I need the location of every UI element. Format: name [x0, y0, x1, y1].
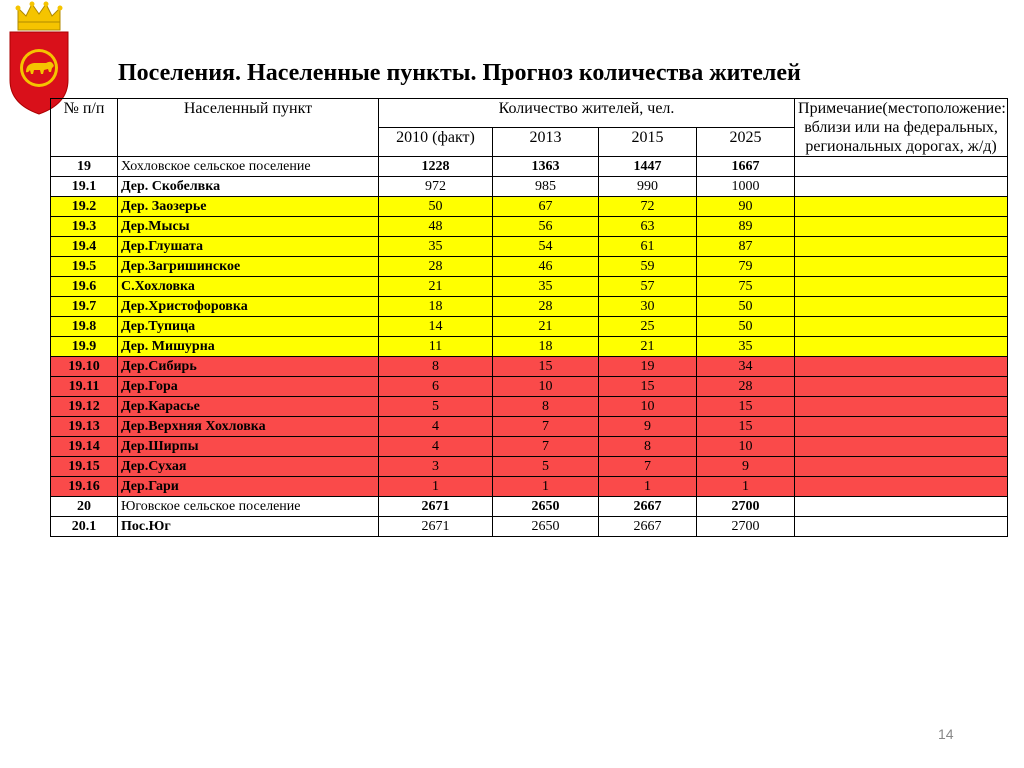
population-2025: 1667 [697, 157, 795, 177]
row-number: 19.3 [51, 217, 118, 237]
table-row [51, 217, 1008, 237]
settlement-name: Дер.Глушата [118, 237, 379, 257]
column-header-note [795, 99, 1008, 157]
population-2010: 972 [379, 177, 493, 197]
note-cell [795, 377, 1008, 397]
population-2013: 985 [493, 177, 599, 197]
population-2015: 2667 [599, 517, 697, 537]
note-cell [795, 277, 1008, 297]
row-number: 19.5 [51, 257, 118, 277]
population-2013: 2650 [493, 517, 599, 537]
population-2025: 28 [697, 377, 795, 397]
table-row [51, 197, 1008, 217]
row-number: 19.11 [51, 377, 118, 397]
population-2013: 67 [493, 197, 599, 217]
note-cell [795, 337, 1008, 357]
note-cell [795, 397, 1008, 417]
settlement-name: Дер.Мысы [118, 217, 379, 237]
table-row [51, 357, 1008, 377]
population-2015: 2667 [599, 497, 697, 517]
population-2010: 11 [379, 337, 493, 357]
table-row [51, 257, 1008, 277]
population-2010: 3 [379, 457, 493, 477]
row-number: 19.10 [51, 357, 118, 377]
population-2013: 10 [493, 377, 599, 397]
settlement-name: Дер.Загришинское [118, 257, 379, 277]
note-cell [795, 297, 1008, 317]
table-row [51, 337, 1008, 357]
settlement-name: Дер.Тупица [118, 317, 379, 337]
population-2010: 1 [379, 477, 493, 497]
population-2010: 50 [379, 197, 493, 217]
column-header-2015: 2015 [599, 128, 697, 157]
population-2013: 7 [493, 437, 599, 457]
row-number: 19.16 [51, 477, 118, 497]
settlement-name: Дер.Гора [118, 377, 379, 397]
page-number: 14 [938, 726, 954, 742]
population-2013: 35 [493, 277, 599, 297]
settlement-name: Дер.Христофоровка [118, 297, 379, 317]
table-body [51, 157, 1008, 537]
population-2013: 56 [493, 217, 599, 237]
population-2025: 50 [697, 297, 795, 317]
population-2013: 15 [493, 357, 599, 377]
population-2025: 90 [697, 197, 795, 217]
table-row [51, 317, 1008, 337]
population-2015: 57 [599, 277, 697, 297]
note-cell [795, 457, 1008, 477]
row-number: 19.9 [51, 337, 118, 357]
note-cell [795, 357, 1008, 377]
column-header-settlement: Населенный пункт [118, 99, 379, 157]
population-2013: 5 [493, 457, 599, 477]
table-row [51, 397, 1008, 417]
column-header-number: № п/п [51, 99, 118, 157]
row-number: 19.12 [51, 397, 118, 417]
population-2025: 15 [697, 417, 795, 437]
note-cell [795, 437, 1008, 457]
note-cell [795, 177, 1008, 197]
population-2015: 1447 [599, 157, 697, 177]
table-row [51, 417, 1008, 437]
settlement-name: Дер.Сухая [118, 457, 379, 477]
population-2010: 14 [379, 317, 493, 337]
population-2013: 1363 [493, 157, 599, 177]
table-row [51, 517, 1008, 537]
population-2015: 72 [599, 197, 697, 217]
settlement-name: Юговское сельское поселение [118, 497, 379, 517]
column-header-2010: 2010 (факт) [379, 128, 493, 157]
population-2013: 46 [493, 257, 599, 277]
population-2015: 7 [599, 457, 697, 477]
population-2013: 18 [493, 337, 599, 357]
population-2025: 2700 [697, 497, 795, 517]
population-2010: 35 [379, 237, 493, 257]
population-2010: 5 [379, 397, 493, 417]
row-number: 19.2 [51, 197, 118, 217]
settlement-name: Дер.Ширпы [118, 437, 379, 457]
population-2025: 1 [697, 477, 795, 497]
population-2015: 25 [599, 317, 697, 337]
table-row [51, 377, 1008, 397]
population-2013: 1 [493, 477, 599, 497]
population-2025: 2700 [697, 517, 795, 537]
population-2015: 59 [599, 257, 697, 277]
note-cell [795, 477, 1008, 497]
population-2013: 7 [493, 417, 599, 437]
population-2015: 30 [599, 297, 697, 317]
population-2025: 1000 [697, 177, 795, 197]
population-2025: 15 [697, 397, 795, 417]
population-2015: 15 [599, 377, 697, 397]
population-2025: 35 [697, 337, 795, 357]
settlement-name: Дер. Мишурна [118, 337, 379, 357]
population-2010: 6 [379, 377, 493, 397]
population-2025: 50 [697, 317, 795, 337]
row-number: 19.8 [51, 317, 118, 337]
population-2015: 21 [599, 337, 697, 357]
row-number: 19.6 [51, 277, 118, 297]
row-number: 19.13 [51, 417, 118, 437]
note-cell [795, 317, 1008, 337]
row-number: 19 [51, 157, 118, 177]
table-row [51, 157, 1008, 177]
note-cell [795, 217, 1008, 237]
row-number: 20 [51, 497, 118, 517]
row-number: 19.7 [51, 297, 118, 317]
table-row [51, 177, 1008, 197]
population-2025: 9 [697, 457, 795, 477]
table-row [51, 477, 1008, 497]
population-2025: 75 [697, 277, 795, 297]
population-2010: 4 [379, 417, 493, 437]
crown-icon [16, 2, 63, 31]
population-2010: 21 [379, 277, 493, 297]
population-2013: 54 [493, 237, 599, 257]
population-2010: 1228 [379, 157, 493, 177]
settlement-name: Дер.Сибирь [118, 357, 379, 377]
note-header-detail: местоположение: вблизи или на федеральных, региональных дорогах, ж/д) [804, 100, 1006, 155]
note-cell [795, 237, 1008, 257]
population-2010: 48 [379, 217, 493, 237]
population-2025: 79 [697, 257, 795, 277]
column-header-2025: 2025 [697, 128, 795, 157]
note-cell [795, 497, 1008, 517]
settlement-name: Пос.Юг [118, 517, 379, 537]
settlement-name: Дер.Карасье [118, 397, 379, 417]
population-2010: 4 [379, 437, 493, 457]
column-header-2013: 2013 [493, 128, 599, 157]
table-row [51, 237, 1008, 257]
settlement-name: С.Хохловка [118, 277, 379, 297]
note-cell [795, 517, 1008, 537]
note-cell [795, 157, 1008, 177]
population-2010: 2671 [379, 517, 493, 537]
population-2025: 89 [697, 217, 795, 237]
settlement-name: Дер. Заозерье [118, 197, 379, 217]
slide-title: Поселения. Населенные пункты. Прогноз количества жителей [118, 60, 801, 86]
population-2010: 2671 [379, 497, 493, 517]
population-2013: 2650 [493, 497, 599, 517]
population-2010: 8 [379, 357, 493, 377]
table-row [51, 297, 1008, 317]
population-2025: 34 [697, 357, 795, 377]
population-2013: 8 [493, 397, 599, 417]
population-2025: 10 [697, 437, 795, 457]
row-number: 19.4 [51, 237, 118, 257]
column-header-population: Количество жителей, чел. [379, 99, 795, 128]
population-2010: 18 [379, 297, 493, 317]
population-2015: 19 [599, 357, 697, 377]
row-number: 19.14 [51, 437, 118, 457]
population-2015: 8 [599, 437, 697, 457]
note-cell [795, 417, 1008, 437]
table-row [51, 277, 1008, 297]
row-number: 20.1 [51, 517, 118, 537]
row-number: 19.1 [51, 177, 118, 197]
population-table [50, 98, 1008, 537]
note-cell [795, 257, 1008, 277]
row-number: 19.15 [51, 457, 118, 477]
note-cell [795, 197, 1008, 217]
population-2015: 10 [599, 397, 697, 417]
table-row [51, 437, 1008, 457]
population-2015: 9 [599, 417, 697, 437]
population-2015: 990 [599, 177, 697, 197]
population-2025: 87 [697, 237, 795, 257]
population-2010: 28 [379, 257, 493, 277]
population-2015: 63 [599, 217, 697, 237]
population-2015: 1 [599, 477, 697, 497]
settlement-name: Дер.Гари [118, 477, 379, 497]
table-header-row [51, 99, 1008, 128]
settlement-name: Дер. Скобелвка [118, 177, 379, 197]
settlement-name: Хохловское сельское поселение [118, 157, 379, 177]
table-row [51, 497, 1008, 517]
population-2013: 21 [493, 317, 599, 337]
table-row [51, 457, 1008, 477]
population-2013: 28 [493, 297, 599, 317]
settlement-name: Дер.Верхняя Хохловка [118, 417, 379, 437]
population-2015: 61 [599, 237, 697, 257]
note-header-main: Примечание( [798, 100, 888, 117]
